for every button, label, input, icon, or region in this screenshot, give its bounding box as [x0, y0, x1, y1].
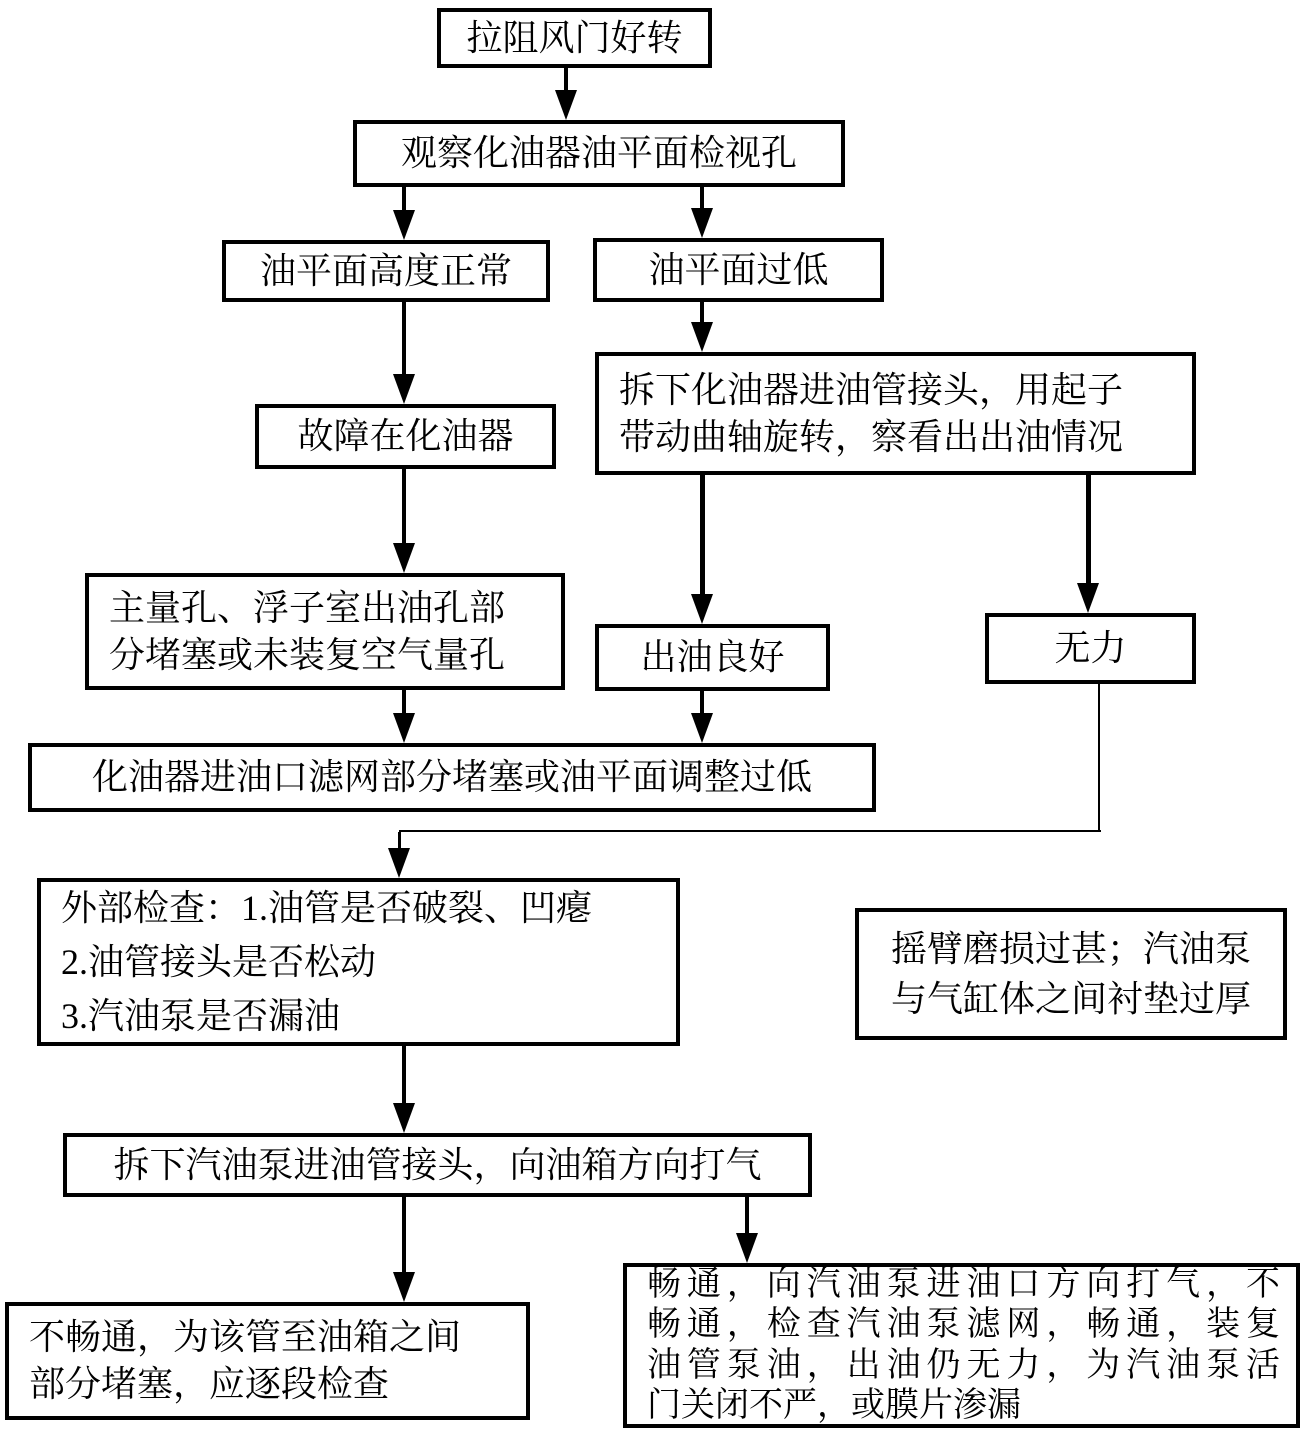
- flow-node-text: 化油器进油口滤网部分堵塞或油平面调整过低: [91, 757, 812, 797]
- flow-node-text: 出油良好: [640, 637, 785, 677]
- connector-line-fault-in-carb-main-jet-clog: [402, 469, 406, 549]
- connector-line-remove-pump-pipe-pipe-blocked: [402, 1197, 406, 1278]
- arrowhead-down-icon: [1077, 583, 1099, 613]
- flow-node-remove-pump-pipe: [63, 1133, 812, 1197]
- arrowhead-down-icon: [555, 90, 577, 120]
- flow-node-level-normal: [222, 240, 550, 302]
- arrowhead-down-icon: [691, 208, 713, 238]
- flow-node-fault-in-carb: [255, 404, 556, 469]
- flow-node-text: 主量孔、浮子室出油孔部: [109, 587, 506, 628]
- flow-node-text: 无力: [1054, 628, 1127, 668]
- arrowhead-down-icon: [393, 210, 415, 240]
- flow-node-text: 油管泵油，出油仍无力，为汽油泵活: [647, 1346, 1280, 1384]
- connector-line-external-check-remove-pump-pipe: [402, 1046, 406, 1109]
- flow-node-text: 畅通，向汽油泵进油口方向打气，不: [647, 1266, 1280, 1304]
- flow-node-oil-flow-good: [595, 624, 830, 691]
- flow-node-text: 拉阻风门好转: [466, 17, 683, 58]
- connector-line-oil-flow-weak-external-check: [1098, 684, 1100, 832]
- arrowhead-down-icon: [393, 1272, 415, 1302]
- arrowhead-down-icon: [736, 1233, 758, 1263]
- arrowhead-down-icon: [691, 713, 713, 743]
- arrowhead-down-icon: [393, 374, 415, 404]
- flow-node-text: 分堵塞或未装复空气量孔: [109, 634, 506, 675]
- arrowhead-down-icon: [691, 322, 713, 352]
- connector-line-oil-flow-weak-external-check: [399, 830, 1101, 832]
- flow-node-text: 油平面高度正常: [259, 250, 512, 291]
- flow-node-text: 门关闭不严，或膜片渗漏: [647, 1386, 1021, 1424]
- flow-node-text: 部分堵塞，应逐段检查: [29, 1364, 390, 1404]
- flow-node-text: 畅通，检查汽油泵滤网，畅通，装复: [647, 1306, 1280, 1344]
- flow-node-text: 观察化油器油平面检视孔: [400, 133, 797, 173]
- flow-node-pipe-blocked: [5, 1302, 530, 1420]
- flow-node-oil-flow-weak: [985, 613, 1196, 684]
- arrowhead-down-icon: [691, 594, 713, 624]
- arrowhead-down-icon: [393, 713, 415, 743]
- flow-node-text: 摇臂磨损过甚；汽油泵: [890, 928, 1251, 969]
- flow-node-text: 3.汽油泵是否漏油: [61, 996, 341, 1036]
- connector-line-remove-carb-pipe-oil-flow-good: [700, 475, 705, 600]
- flow-node-text: 带动曲轴旋转，察看出出油情况: [619, 416, 1124, 457]
- flow-node-observe-sight-hole: [353, 120, 845, 187]
- flow-node-text: 拆下汽油泵进油管接头，向油箱方向打气: [113, 1144, 762, 1185]
- flow-node-text: 拆下化油器进油管接头，用起子: [619, 369, 1124, 410]
- flow-node-text: 故障在化油器: [297, 416, 514, 456]
- flow-node-pipe-clear: [623, 1263, 1300, 1428]
- arrowhead-down-icon: [393, 1103, 415, 1133]
- flow-node-filter-clog: [28, 743, 876, 812]
- flow-node-text: 与气缸体之间衬垫过厚: [890, 979, 1251, 1019]
- flow-node-level-low: [593, 238, 884, 302]
- arrowhead-down-icon: [388, 848, 410, 878]
- flow-node-text: 油平面过低: [648, 249, 829, 290]
- flow-node-remove-carb-pipe: [595, 352, 1196, 475]
- flow-node-external-check: [37, 878, 680, 1046]
- flow-node-main-jet-clog: [85, 573, 565, 690]
- flow-node-text: 2.油管接头是否松动: [61, 942, 377, 982]
- flow-node-start: [437, 8, 712, 68]
- arrowhead-down-icon: [393, 543, 415, 573]
- connector-line-level-normal-fault-in-carb: [402, 302, 406, 380]
- flow-node-text: 外部检查：1.油管是否破裂、凹瘪: [61, 888, 593, 928]
- flow-node-text: 不畅通，为该管至油箱之间: [29, 1317, 462, 1358]
- flow-node-rocker-wear: [855, 908, 1287, 1040]
- connector-line-remove-carb-pipe-oil-flow-weak: [1086, 475, 1091, 589]
